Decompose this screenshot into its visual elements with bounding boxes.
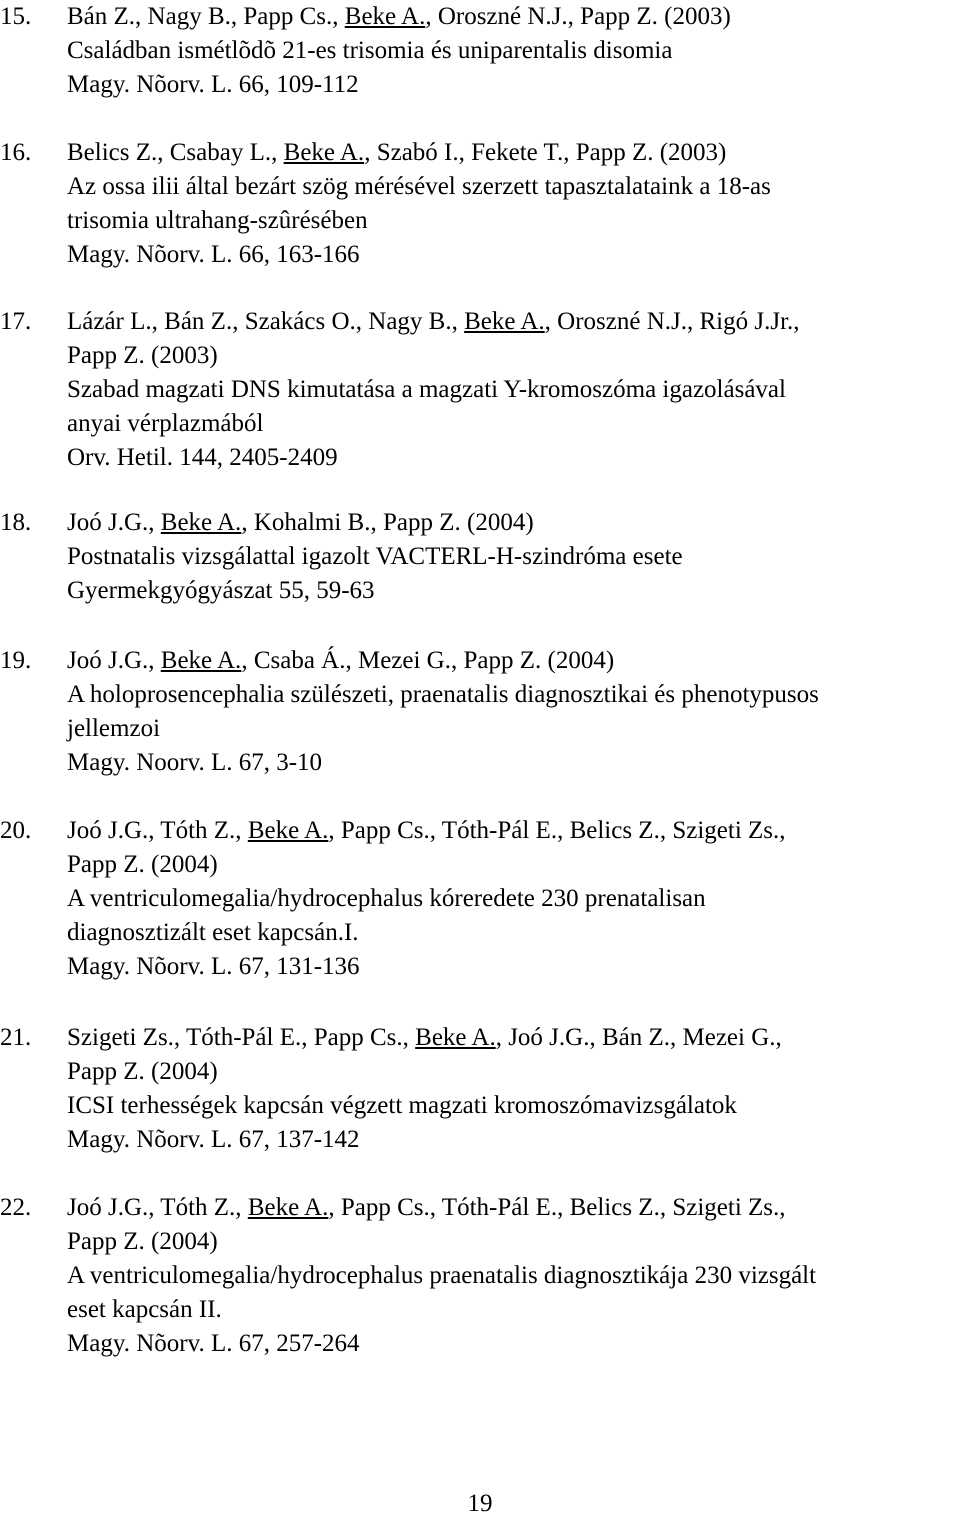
reference-text: , Oroszné N.J., Rigó J.Jr., xyxy=(544,308,800,335)
reference-number: 21. xyxy=(0,1024,32,1051)
reference-line xyxy=(67,882,959,916)
reference-body xyxy=(67,0,959,102)
reference-text: A ventriculomegalia/hydrocephalus kóreredete 230 prenatalisan xyxy=(67,885,706,912)
reference-text: Magy. Noorv. L. 67, 3-10 xyxy=(67,749,323,776)
reference-line xyxy=(67,1089,959,1123)
reference-line xyxy=(67,814,959,848)
reference-number: 20. xyxy=(0,817,32,844)
reference-text: Bán Z., Nagy B., Papp Cs., xyxy=(67,3,345,30)
reference-text: jellemzoi xyxy=(67,715,161,742)
reference-body xyxy=(67,1021,959,1157)
reference-body xyxy=(67,305,959,475)
reference-line xyxy=(67,540,959,574)
reference-line xyxy=(67,712,959,746)
reference-line xyxy=(67,1293,959,1327)
reference-line xyxy=(67,1259,959,1293)
reference-number: 17. xyxy=(0,308,32,335)
reference-line xyxy=(67,373,959,407)
reference-line xyxy=(67,34,959,68)
reference-number: 19. xyxy=(0,647,32,674)
reference-line xyxy=(67,644,959,678)
reference-text: , Papp Cs., Tóth-Pál E., Belics Z., Szigeti Zs., xyxy=(328,817,786,844)
reference-text: Magy. Nõorv. L. 67, 131-136 xyxy=(67,953,360,980)
reference-line xyxy=(67,170,959,204)
reference-line xyxy=(67,305,959,339)
reference-text: eset kapcsán II. xyxy=(67,1296,222,1323)
reference-body xyxy=(67,644,959,780)
reference-number: 15. xyxy=(0,3,32,30)
reference-text: Családban ismétlõdõ 21-es trisomia és uniparentalis disomia xyxy=(67,37,673,64)
reference-text: Joó J.G., xyxy=(67,647,161,674)
reference-text: , Oroszné N.J., Papp Z. (2003) xyxy=(425,3,731,30)
reference-text: Magy. Nõorv. L. 67, 137-142 xyxy=(67,1126,360,1153)
reference-text: Magy. Nõorv. L. 66, 109-112 xyxy=(67,71,359,98)
reference-text: trisomia ultrahang-szûrésében xyxy=(67,207,368,234)
reference-text: , Papp Cs., Tóth-Pál E., Belics Z., Szigeti Zs., xyxy=(328,1194,786,1221)
reference-text: , Kohalmi B., Papp Z. (2004) xyxy=(241,509,534,536)
reference-line xyxy=(67,238,959,272)
reference-line xyxy=(67,441,959,475)
reference-text: Gyermekgyógyászat 55, 59-63 xyxy=(67,577,375,604)
reference-line xyxy=(67,746,959,780)
reference-text: Szigeti Zs., Tóth-Pál E., Papp Cs., xyxy=(67,1024,416,1051)
reference-text: Lázár L., Bán Z., Szakács O., Nagy B., xyxy=(67,308,465,335)
reference-text: Szabad magzati DNS kimutatása a magzati Y-kromoszóma igazolásával xyxy=(67,376,786,403)
reference-number: 16. xyxy=(0,139,32,166)
reference-text: , Joó J.G., Bán Z., Mezei G., xyxy=(495,1024,782,1051)
reference-line xyxy=(67,574,959,608)
reference-body xyxy=(67,506,959,608)
highlighted-author: Beke A. xyxy=(344,3,426,30)
reference-line xyxy=(67,1021,959,1055)
highlighted-author: Beke A. xyxy=(415,1024,496,1051)
reference-text: Magy. Nõorv. L. 67, 257-264 xyxy=(67,1330,360,1357)
reference-text: , Csaba Á., Mezei G., Papp Z. (2004) xyxy=(241,647,615,674)
reference-body xyxy=(67,136,959,272)
reference-text: Orv. Hetil. 144, 2405-2409 xyxy=(67,444,338,471)
reference-line xyxy=(67,950,959,984)
reference-line xyxy=(67,68,959,102)
reference-line xyxy=(67,1327,959,1361)
highlighted-author: Beke A. xyxy=(160,509,242,536)
highlighted-author: Beke A. xyxy=(247,817,329,844)
reference-body xyxy=(67,1191,959,1361)
reference-text: Belics Z., Csabay L., xyxy=(67,139,284,166)
reference-line xyxy=(67,506,959,540)
reference-line xyxy=(67,848,959,882)
reference-number: 22. xyxy=(0,1194,32,1221)
reference-text: diagnosztizált eset kapcsán.I. xyxy=(67,919,359,946)
reference-text: Papp Z. (2004) xyxy=(67,1058,218,1085)
reference-text: Az ossa ilii által bezárt szög mérésével szerzett tapasztalataink a 18-as xyxy=(67,173,771,200)
reference-text: Postnatalis vizsgálattal igazolt VACTERL-H-szindróma esete xyxy=(67,543,683,570)
reference-line xyxy=(67,916,959,950)
reference-text: ICSI terhességek kapcsán végzett magzati kromoszómavizsgálatok xyxy=(67,1092,737,1119)
reference-line xyxy=(67,204,959,238)
reference-text: A ventriculomegalia/hydrocephalus praenatalis diagnosztikája 230 vizsgált xyxy=(67,1262,817,1289)
reference-line xyxy=(67,1123,959,1157)
highlighted-author: Beke A. xyxy=(247,1194,329,1221)
reference-line xyxy=(67,1191,959,1225)
reference-body xyxy=(67,814,959,984)
reference-line xyxy=(67,678,959,712)
reference-line xyxy=(67,0,959,34)
reference-number: 18. xyxy=(0,509,32,536)
highlighted-author: Beke A. xyxy=(160,647,242,674)
reference-text: Joó J.G., Tóth Z., xyxy=(67,1194,248,1221)
page-number: 19 xyxy=(467,1490,493,1517)
reference-text: Joó J.G., Tóth Z., xyxy=(67,817,248,844)
reference-line xyxy=(67,1225,959,1259)
reference-text: , Szabó I., Fekete T., Papp Z. (2003) xyxy=(364,139,727,166)
reference-line xyxy=(67,339,959,373)
highlighted-author: Beke A. xyxy=(464,308,545,335)
reference-text: A holoprosencephalia szülészeti, praenatalis diagnosztikai és phenotypusos xyxy=(67,681,819,708)
reference-text: Joó J.G., xyxy=(67,509,161,536)
reference-text: Papp Z. (2004) xyxy=(67,851,218,878)
reference-line xyxy=(67,136,959,170)
reference-text: Magy. Nõorv. L. 66, 163-166 xyxy=(67,241,360,268)
reference-line xyxy=(67,407,959,441)
reference-line xyxy=(67,1055,959,1089)
reference-text: Papp Z. (2003) xyxy=(67,342,218,369)
highlighted-author: Beke A. xyxy=(283,139,365,166)
reference-text: anyai vérplazmából xyxy=(67,410,264,437)
reference-text: Papp Z. (2004) xyxy=(67,1228,218,1255)
